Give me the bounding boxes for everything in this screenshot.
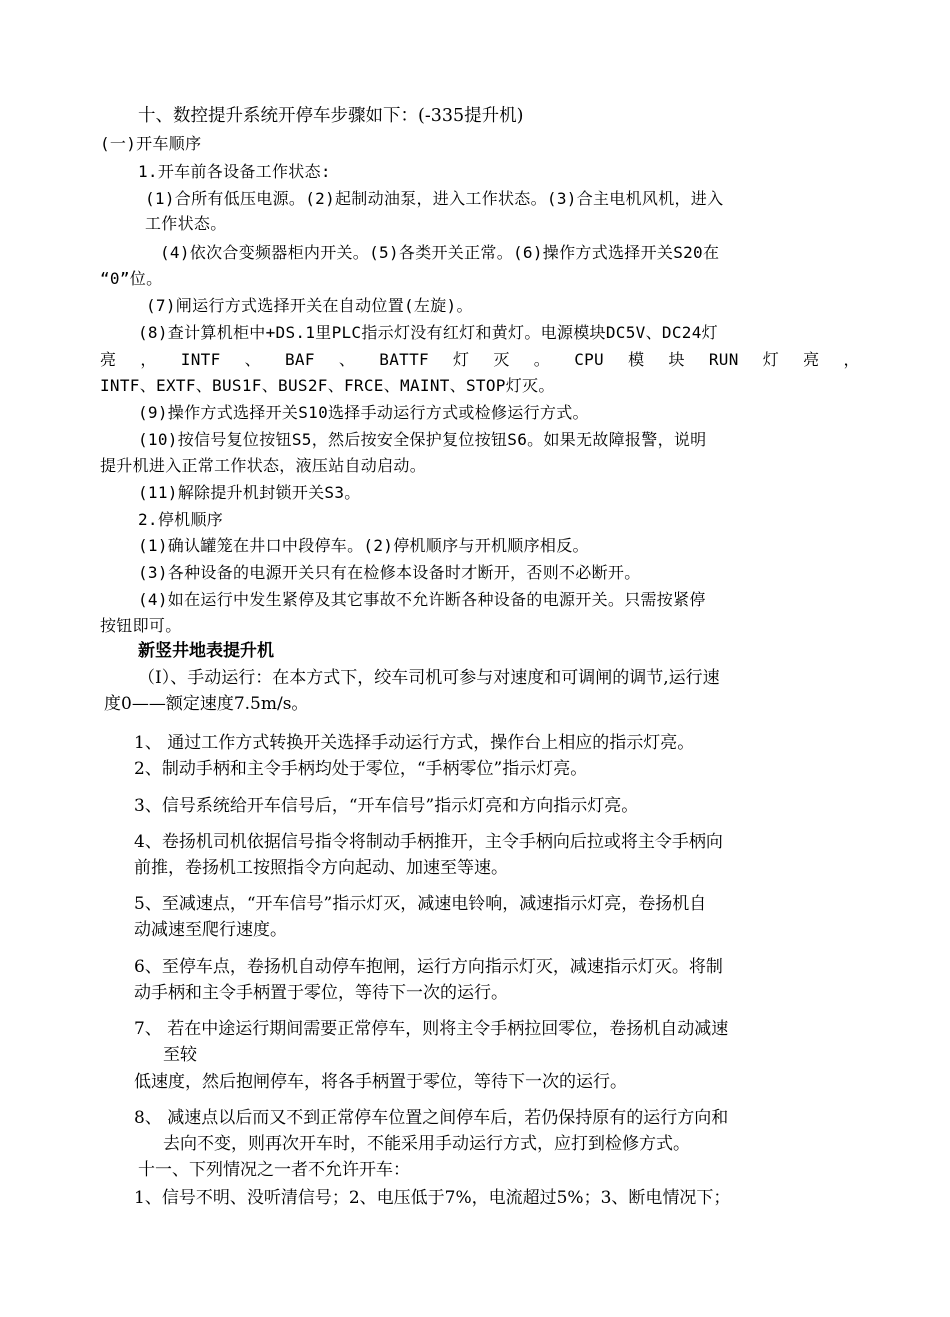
step-4-line-2: 前推，卷扬机工按照指令方向起动、加速至等速。 [134, 858, 508, 878]
word-token: 。 [533, 350, 551, 369]
step-8-line-2: 去向不变，则再次开车时，不能采用手动运行方式，应打到检修方式。 [163, 1134, 690, 1154]
step-7-line-1: 7、 若在中途运行期间需要正常停车，则将主令手柄拉回零位，卷扬机自动减速 [134, 1019, 729, 1039]
step-2: 2、制动手柄和主令手柄均处于零位，“手柄零位”指示灯亮。 [134, 759, 588, 779]
word-token: 灯 [453, 350, 470, 369]
stop-item-3-line-1: (4)如在运行中发生紧停及其它事故不允许断各种设备的电源开关。只需按紧停 [138, 590, 706, 609]
step-6-line-2: 动手柄和主令手柄置于零位，等待下一次的运行。 [134, 983, 508, 1003]
heading-eleven: 十一、下列情况之一者不允许开车： [138, 1160, 410, 1180]
word-token: 亮 [803, 350, 820, 369]
step-7-line-3: 低速度，然后抱闸停车，将各手柄置于零位，等待下一次的运行。 [134, 1072, 627, 1092]
paragraph-5: (9)操作方式选择开关S10选择手动运行方式或检修运行方式。 [138, 403, 589, 422]
manual-run-line-2: 度0——额定速度7.5m/s。 [104, 694, 309, 714]
word-token: BATTF [379, 350, 429, 369]
paragraph-4-line-2 [100, 349, 860, 371]
word-token: 灯 [762, 350, 780, 369]
paragraph-1-line-2: 工作状态。 [145, 214, 227, 233]
stop-item-2: (3)各种设备的电源开关只有在检修本设备时才断开，否则不必断开。 [138, 563, 641, 582]
no-start-conditions: 1、信号不明、没听清信号；2、电压低于7%，电流超过5%；3、断电情况下； [134, 1188, 731, 1208]
stop-item-1: (1)确认罐笼在井口中段停车。(2)停机顺序与开机顺序相反。 [138, 536, 589, 555]
word-token: ， [140, 350, 157, 369]
paragraph-2-line-2: “0”位。 [100, 269, 163, 288]
paragraph-6-line-1: (10)按信号复位按钮S5，然后按安全保护复位按钮S6。如果无故障报警，说明 [138, 430, 707, 449]
subheading-pre-start-state: 1.开车前各设备工作状态: [138, 162, 331, 181]
word-token: ， [843, 350, 860, 369]
word-token: 块 [668, 350, 685, 369]
word-token: BAF [284, 350, 315, 369]
paragraph-2-line-1: (4)依次合变频器柜内开关。(5)各类开关正常。(6)操作方式选择开关S20在 [160, 243, 720, 262]
word-token: INTF [180, 350, 221, 369]
paragraph-4-line-1: (8)查计算机柜中+DS.1里PLC指示灯没有红灯和黄灯。电源模块DC5V、DC24灯 [138, 323, 718, 342]
step-8-line-1: 8、 减速点以后而又不到正常停车位置之间停车后，若仍保持原有的运行方向和 [134, 1108, 729, 1128]
heading-ten: 十、数控提升系统开停车步骤如下：(-335提升机) [138, 106, 524, 126]
paragraph-7: (11)解除提升机封锁开关S3。 [138, 483, 361, 502]
paragraph-3: (7)闸运行方式选择开关在自动位置(左旋)。 [146, 296, 473, 315]
word-token: RUN [708, 350, 739, 369]
word-token: 灭 [493, 350, 510, 369]
step-6-line-1: 6、至停车点，卷扬机自动停车抱闸，运行方向指示灯灭，减速指示灯灭。将制 [134, 957, 723, 977]
step-5-line-1: 5、至减速点，“开车信号”指示灯灭，减速电铃响，减速指示灯亮，卷扬机自 [134, 894, 707, 914]
step-3: 3、信号系统给开车信号后，“开车信号”指示灯亮和方向指示灯亮。 [134, 796, 639, 816]
step-7-line-2: 至较 [163, 1045, 197, 1065]
subheading-stop-sequence: 2.停机顺序 [138, 510, 224, 529]
paragraph-6-line-2: 提升机进入正常工作状态，液压站自动启动。 [100, 456, 427, 475]
manual-run-line-1: （I）、手动运行：在本方式下，绞车司机可参与对速度和可调闸的调节,运行速 [138, 668, 720, 688]
word-token: 、 [244, 350, 261, 369]
stop-item-3-line-2: 按钮即可。 [100, 616, 182, 635]
paragraph-1-line-1: (1)合所有低压电源。(2)起制动油泵，进入工作状态。(3)合主电机风机，进入 [145, 189, 724, 208]
paragraph-4-line-3: INTF、EXTF、BUS1F、BUS2F、FRCE、MAINT、STOP灯灭。 [100, 376, 555, 395]
word-token: 模 [628, 350, 645, 369]
step-4-line-1: 4、卷扬机司机依据信号指令将制动手柄推开，主令手柄向后拉或将主令手柄向 [134, 832, 723, 852]
step-5-line-2: 动减速至爬行速度。 [134, 920, 287, 940]
word-token: 、 [338, 350, 356, 369]
word-token: CPU [574, 350, 604, 369]
section-title: 新竖井地表提升机 [138, 641, 274, 661]
subheading-start-sequence: (一)开车顺序 [100, 134, 202, 153]
step-1: 1、 通过工作方式转换开关选择手动运行方式，操作台上相应的指示灯亮。 [134, 733, 695, 753]
word-token: 亮 [100, 350, 117, 369]
